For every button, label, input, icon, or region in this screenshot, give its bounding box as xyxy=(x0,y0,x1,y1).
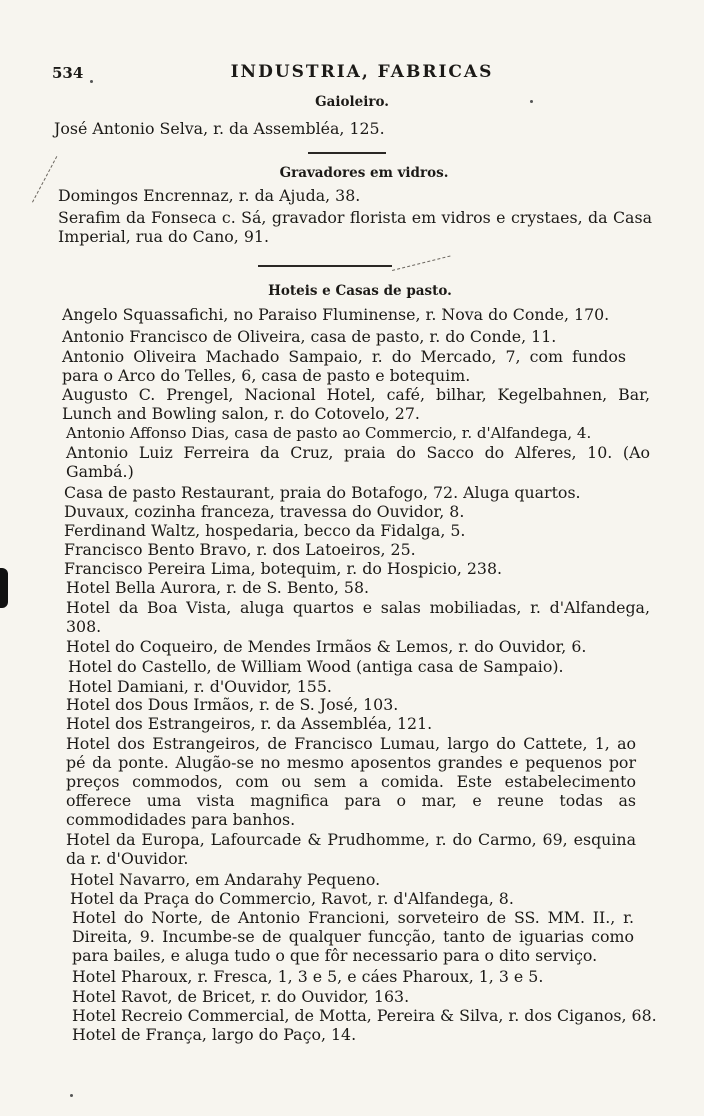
section-title-gravadores: Gravadores em vidros. xyxy=(279,165,449,181)
page-header-title: INDUSTRIA, FABRICAS xyxy=(230,62,494,82)
entry-gravadores-0: Domingos Encrennaz, r. da Ajuda, 38. xyxy=(58,186,361,205)
entry-hoteis-23: Hotel Pharoux, r. Fresca, 1, 3 e 5, e cáes Pharoux, 1, 3 e 5. xyxy=(72,967,544,986)
section-divider xyxy=(308,152,386,154)
section-divider xyxy=(258,265,392,267)
entry-gaioleiro-0: José Antonio Selva, r. da Assembléa, 125. xyxy=(54,119,385,138)
ink-speck xyxy=(530,100,533,103)
entry-hoteis-1: Antonio Francisco de Oliveira, casa de pasto, r. do Conde, 11. xyxy=(62,327,557,346)
entry-hoteis-10: Francisco Pereira Lima, botequim, r. do Hospicio, 238. xyxy=(64,559,503,578)
entry-hoteis-3: Augusto C. Prengel, Nacional Hotel, café, bilhar, Kegelbahnen, Bar, Lunch and Bowling salon, r. do Cotovelo, 27. xyxy=(62,385,650,423)
entry-hoteis-26: Hotel de França, largo do Paço, 14. xyxy=(72,1025,357,1044)
section-title-gaioleiro: Gaioleiro. xyxy=(315,94,389,110)
entry-gravadores-1 xyxy=(58,208,652,246)
entry-hoteis-16: Hotel dos Dous Irmãos, r. de S. José, 103. xyxy=(66,695,399,714)
entry-hoteis-0: Angelo Squassafichi, no Paraiso Fluminense, r. Nova do Conde, 170. xyxy=(62,305,610,324)
binding-edge-mark xyxy=(0,568,8,608)
entry-hoteis-22: Hotel do Norte, de Antonio Francioni, sorveteiro de SS. MM. II., r. Direita, 9. Incumbe-se de qualquer funcção, tanto de iguarias como para bailes, e aluga tudo o que fôr necessario para o dito serviço. xyxy=(72,908,634,965)
entry-hoteis-5: Antonio Luiz Ferreira da Cruz, praia do Sacco do Alferes, 10. (Ao Gambá.) xyxy=(66,443,650,481)
entry-hoteis-7: Duvaux, cozinha franceza, travessa do Ouvidor, 8. xyxy=(64,502,465,521)
entry-text: Serafim da Fonseca c. Sá, gravador florista em vidros e crystaes, da Casa Imperial, rua do Cano, 91. xyxy=(58,208,652,246)
entry-hoteis-21: Hotel da Praça do Commercio, Ravot, r. d'Alfandega, 8. xyxy=(70,889,514,908)
entry-hoteis-9: Francisco Bento Bravo, r. dos Latoeiros, 25. xyxy=(64,540,416,559)
entry-hoteis-14: Hotel do Castello, de William Wood (antiga casa de Sampaio). xyxy=(68,657,564,676)
entry-hoteis-13: Hotel do Coqueiro, de Mendes Irmãos & Lemos, r. do Ouvidor, 6. xyxy=(66,637,587,656)
entry-hoteis-20: Hotel Navarro, em Andarahy Pequeno. xyxy=(70,870,381,889)
entry-hoteis-19: Hotel da Europa, Lafourcade & Prudhomme, r. do Carmo, 69, esquina da r. d'Ouvidor. xyxy=(66,830,636,868)
ink-speck xyxy=(70,1094,73,1097)
page-number: 534 xyxy=(52,64,84,82)
ink-speck xyxy=(90,80,93,83)
entry-hoteis-4: Antonio Affonso Dias, casa de pasto ao Commercio, r. d'Alfandega, 4. xyxy=(66,424,592,442)
entry-hoteis-12: Hotel da Boa Vista, aluga quartos e salas mobiliadas, r. d'Alfandega, 308. xyxy=(66,598,650,636)
section-title-hoteis: Hoteis e Casas de pasto. xyxy=(268,283,452,299)
entry-hoteis-24: Hotel Ravot, de Bricet, r. do Ouvidor, 163. xyxy=(72,987,410,1006)
entry-hoteis-11: Hotel Bella Aurora, r. de S. Bento, 58. xyxy=(66,578,370,597)
entry-hoteis-6: Casa de pasto Restaurant, praia do Botafogo, 72. Aluga quartos. xyxy=(64,483,581,502)
pencil-stroke xyxy=(392,255,450,270)
entry-hoteis-25: Hotel Recreio Commercial, de Motta, Pereira & Silva, r. dos Ciganos, 68. xyxy=(72,1006,657,1025)
entry-hoteis-8: Ferdinand Waltz, hospedaria, becco da Fidalga, 5. xyxy=(64,521,466,540)
entry-hoteis-15: Hotel Damiani, r. d'Ouvidor, 155. xyxy=(68,677,332,696)
running-head xyxy=(52,62,658,86)
entry-hoteis-2: Antonio Oliveira Machado Sampaio, r. do Mercado, 7, com fundos para o Arco do Telles, 6, casa de pasto e botequim. xyxy=(62,347,626,385)
entry-hoteis-17: Hotel dos Estrangeiros, r. da Assembléa, 121. xyxy=(66,714,433,733)
entry-hoteis-18: Hotel dos Estrangeiros, de Francisco Lumau, largo do Cattete, 1, ao pé da ponte. Alugão-se no mesmo aposentos grandes e pequenos por preços commodos, com ou sem a comida. Este estabelecimento offerece uma vista magnifica para o mar, e reune todas as commodidades para banhos. xyxy=(66,734,636,829)
